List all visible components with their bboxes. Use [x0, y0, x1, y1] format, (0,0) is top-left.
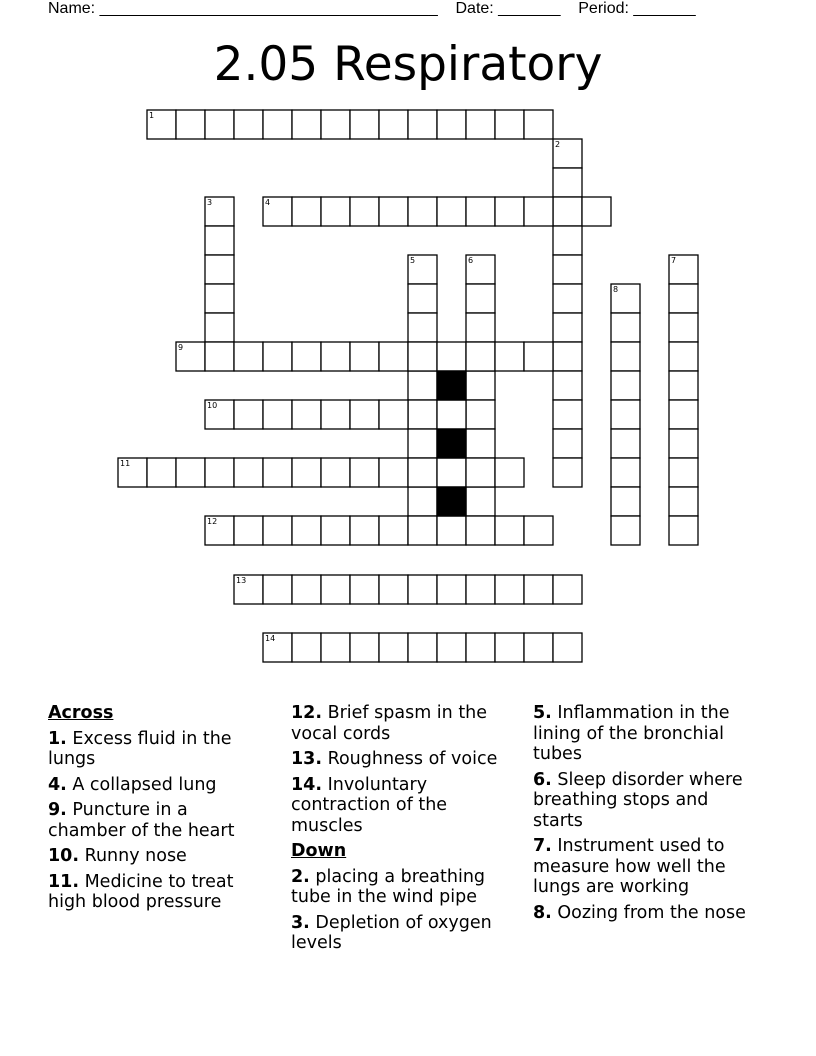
- clue-down-5: [533, 703, 759, 765]
- grid-cell[interactable]: [408, 575, 437, 604]
- clue-text: Depletion of oxygen levels: [291, 912, 492, 953]
- clue-text: Sleep disorder where breathing stops and starts: [533, 769, 743, 831]
- grid-cell[interactable]: [350, 342, 379, 371]
- down-heading: Down: [291, 841, 347, 861]
- grid-cell[interactable]: [553, 284, 582, 313]
- grid-cell[interactable]: [553, 575, 582, 604]
- grid-cell[interactable]: [379, 400, 408, 429]
- grid-cell[interactable]: [205, 255, 234, 284]
- grid-cell[interactable]: [437, 516, 466, 545]
- grid-number-4: 4: [265, 198, 271, 207]
- grid-number-13: 13: [236, 576, 247, 585]
- grid-cell[interactable]: [292, 197, 321, 226]
- clue-across-4: [48, 775, 270, 796]
- grid-cell[interactable]: [350, 197, 379, 226]
- grid-cell[interactable]: [321, 458, 350, 487]
- clue-across-9: [48, 800, 270, 841]
- clue-text: Brief spasm in the vocal cords: [291, 703, 488, 744]
- grid-cell[interactable]: [495, 575, 524, 604]
- grid-cell[interactable]: [437, 458, 466, 487]
- grid-cell[interactable]: [321, 575, 350, 604]
- grid-cell[interactable]: [524, 516, 553, 545]
- grid-cell[interactable]: [611, 400, 640, 429]
- clue-text: Oozing from the nose: [551, 902, 746, 923]
- grid-cell[interactable]: [669, 429, 698, 458]
- grid-cell[interactable]: [611, 516, 640, 545]
- grid-cell[interactable]: [379, 516, 408, 545]
- grid-cell[interactable]: [350, 516, 379, 545]
- grid-cell[interactable]: [611, 371, 640, 400]
- clue-number: 2.: [291, 866, 310, 887]
- grid-cell[interactable]: [234, 110, 263, 139]
- grid-cell[interactable]: [205, 110, 234, 139]
- grid-cell[interactable]: [379, 458, 408, 487]
- grid-cell[interactable]: [582, 197, 611, 226]
- grid-number-12: 12: [207, 517, 218, 526]
- grid-number-6: 6: [468, 256, 474, 265]
- grid-cell[interactable]: [408, 342, 437, 371]
- grid-cell[interactable]: [553, 255, 582, 284]
- grid-cell[interactable]: [669, 284, 698, 313]
- clue-number: 1.: [48, 728, 67, 749]
- grid-cell[interactable]: [437, 342, 466, 371]
- grid-cell[interactable]: [292, 575, 321, 604]
- grid-cell[interactable]: [292, 458, 321, 487]
- grid-number-1: 1: [149, 111, 155, 120]
- clue-number: 7.: [533, 836, 552, 856]
- grid-cell[interactable]: [466, 400, 495, 429]
- grid-cell[interactable]: [611, 313, 640, 342]
- grid-cell[interactable]: [553, 313, 582, 342]
- grid-cell[interactable]: [263, 342, 292, 371]
- grid-cell[interactable]: [350, 458, 379, 487]
- grid-cell[interactable]: [495, 342, 524, 371]
- grid-cell[interactable]: [263, 575, 292, 604]
- grid-cell[interactable]: [524, 633, 553, 662]
- clue-number: 6.: [533, 769, 552, 790]
- grid-number-5: 5: [410, 256, 416, 265]
- clue-text: Inflammation in the lining of the bronchial tubes: [533, 703, 730, 764]
- grid-cell[interactable]: [437, 575, 466, 604]
- grid-cell[interactable]: [263, 110, 292, 139]
- grid-cell[interactable]: [553, 342, 582, 371]
- grid-cell[interactable]: [524, 110, 553, 139]
- grid-cell[interactable]: [466, 197, 495, 226]
- grid-cell[interactable]: [350, 400, 379, 429]
- across-heading: Across: [48, 703, 114, 723]
- clue-down-7: [533, 836, 759, 898]
- grid-cell[interactable]: [263, 458, 292, 487]
- grid-cell[interactable]: [553, 400, 582, 429]
- page-title: 2.05 Respiratory: [213, 37, 603, 92]
- grid-cell[interactable]: [321, 516, 350, 545]
- grid-cell[interactable]: [234, 342, 263, 371]
- grid-cell[interactable]: [176, 458, 205, 487]
- grid-cell[interactable]: [611, 487, 640, 516]
- grid-cell[interactable]: [321, 400, 350, 429]
- name-date-period-line: Name: ______________________________________ Date: _______ Period: _______: [48, 0, 696, 17]
- grid-cell[interactable]: [466, 487, 495, 516]
- grid-cell[interactable]: [495, 197, 524, 226]
- grid-cell[interactable]: [524, 342, 553, 371]
- clue-text: Instrument used to measure how well the lungs are working: [533, 836, 726, 897]
- grid-cell[interactable]: [176, 110, 205, 139]
- grid-cell[interactable]: [292, 400, 321, 429]
- clue-down-2: [291, 867, 517, 908]
- grid-cell[interactable]: [408, 371, 437, 400]
- clue-number: 9.: [48, 800, 67, 820]
- clue-text: Excess fluid in the lungs: [48, 728, 232, 769]
- grid-number-14: 14: [265, 634, 276, 643]
- grid-cell[interactable]: [466, 110, 495, 139]
- clue-text: A collapsed lung: [66, 774, 217, 795]
- grid-cell[interactable]: [292, 633, 321, 662]
- grid-cell[interactable]: [321, 633, 350, 662]
- grid-cell[interactable]: [553, 429, 582, 458]
- grid-cell[interactable]: [669, 313, 698, 342]
- grid-cell[interactable]: [379, 110, 408, 139]
- grid-cell[interactable]: [408, 487, 437, 516]
- grid-cell[interactable]: [408, 516, 437, 545]
- clue-across-10: [48, 846, 270, 867]
- grid-cell[interactable]: [263, 400, 292, 429]
- grid-cell[interactable]: [321, 197, 350, 226]
- grid-cell[interactable]: [205, 313, 234, 342]
- grid-cell[interactable]: [379, 342, 408, 371]
- grid-cell[interactable]: [408, 284, 437, 313]
- grid-cell[interactable]: [379, 633, 408, 662]
- clue-text: Roughness of voice: [322, 749, 498, 769]
- grid-cell[interactable]: [408, 633, 437, 662]
- clue-down-8: [533, 903, 759, 924]
- clues-column-3: [533, 703, 759, 928]
- grid-cell[interactable]: [292, 342, 321, 371]
- grid-cell[interactable]: [466, 371, 495, 400]
- grid-cell[interactable]: [234, 516, 263, 545]
- clue-number: 8.: [533, 902, 552, 923]
- grid-cell[interactable]: [147, 458, 176, 487]
- grid-cell[interactable]: [437, 110, 466, 139]
- grid-cell[interactable]: [234, 458, 263, 487]
- clue-across-11: [48, 872, 270, 913]
- grid-cell[interactable]: [263, 516, 292, 545]
- grid-number-10: 10: [207, 401, 218, 410]
- grid-cell[interactable]: [205, 284, 234, 313]
- grid-cell[interactable]: [466, 429, 495, 458]
- clues-column-2: [291, 703, 517, 959]
- grid-cell[interactable]: [205, 342, 234, 371]
- grid-cell[interactable]: [437, 400, 466, 429]
- clue-text: Involuntary contraction of the muscles: [291, 774, 448, 836]
- grid-cell[interactable]: [437, 197, 466, 226]
- grid-cell[interactable]: [205, 226, 234, 255]
- grid-cell[interactable]: [495, 633, 524, 662]
- clue-across-14: [291, 775, 517, 837]
- grid-cell[interactable]: [379, 575, 408, 604]
- grid-cell[interactable]: [669, 342, 698, 371]
- grid-cell[interactable]: [466, 313, 495, 342]
- grid-cell[interactable]: [669, 371, 698, 400]
- grid-cell[interactable]: [553, 633, 582, 662]
- grid-cell[interactable]: [669, 516, 698, 545]
- grid-number-2: 2: [555, 140, 561, 149]
- clue-number: 11.: [48, 871, 80, 892]
- grid-number-8: 8: [613, 285, 619, 294]
- grid-cell[interactable]: [466, 458, 495, 487]
- grid-cell[interactable]: [408, 197, 437, 226]
- grid-cell[interactable]: [466, 633, 495, 662]
- clue-number: 12.: [291, 703, 323, 723]
- grid-cell[interactable]: [292, 110, 321, 139]
- grid-cell-black: [437, 487, 466, 516]
- grid-cell[interactable]: [553, 197, 582, 226]
- clue-down-3: [291, 913, 517, 954]
- grid-cell[interactable]: [205, 458, 234, 487]
- clue-text: Puncture in a chamber of the heart: [48, 800, 235, 841]
- grid-cell[interactable]: [611, 429, 640, 458]
- grid-cell[interactable]: [350, 110, 379, 139]
- grid-cell[interactable]: [669, 487, 698, 516]
- grid-cell[interactable]: [350, 575, 379, 604]
- clue-text: Medicine to treat high blood pressure: [48, 871, 234, 912]
- grid-cell[interactable]: [379, 197, 408, 226]
- grid-cell[interactable]: [408, 429, 437, 458]
- grid-cell[interactable]: [321, 342, 350, 371]
- clue-number: 10.: [48, 846, 80, 866]
- grid-cell[interactable]: [524, 197, 553, 226]
- clue-across-13: [291, 749, 517, 770]
- clue-number: 3.: [291, 912, 310, 933]
- clues-column-1: [48, 703, 270, 918]
- grid-cell[interactable]: [234, 400, 263, 429]
- grid-cell[interactable]: [524, 575, 553, 604]
- grid-number-3: 3: [207, 198, 213, 207]
- grid-cell[interactable]: [553, 168, 582, 197]
- grid-cell[interactable]: [611, 342, 640, 371]
- grid-cell[interactable]: [437, 633, 466, 662]
- grid-cell[interactable]: [669, 400, 698, 429]
- clue-number: 4.: [48, 774, 67, 795]
- grid-cell[interactable]: [466, 284, 495, 313]
- clue-text: Runny nose: [79, 846, 187, 866]
- grid-cell[interactable]: [292, 516, 321, 545]
- grid-cell[interactable]: [321, 110, 350, 139]
- grid-cell[interactable]: [495, 110, 524, 139]
- grid-number-11: 11: [120, 459, 131, 468]
- clue-number: 14.: [291, 774, 323, 795]
- grid-cell[interactable]: [553, 458, 582, 487]
- clue-across-12: [291, 703, 517, 744]
- grid-cell[interactable]: [408, 110, 437, 139]
- grid-cell[interactable]: [495, 516, 524, 545]
- grid-cell[interactable]: [350, 633, 379, 662]
- grid-cell[interactable]: [466, 342, 495, 371]
- clue-across-1: [48, 729, 270, 770]
- grid-number-7: 7: [671, 256, 677, 265]
- grid-cell[interactable]: [553, 371, 582, 400]
- grid-cell[interactable]: [495, 458, 524, 487]
- grid-cell[interactable]: [408, 313, 437, 342]
- grid-cell[interactable]: [466, 575, 495, 604]
- grid-cell-black: [437, 429, 466, 458]
- clue-number: 5.: [533, 703, 552, 723]
- grid-cell[interactable]: [408, 458, 437, 487]
- clue-number: 13.: [291, 749, 323, 769]
- grid-number-9: 9: [178, 343, 184, 352]
- grid-cell[interactable]: [466, 516, 495, 545]
- grid-cell[interactable]: [553, 226, 582, 255]
- grid-cell[interactable]: [611, 458, 640, 487]
- clue-text: placing a breathing tube in the wind pipe: [291, 866, 486, 907]
- clue-down-6: [533, 770, 759, 832]
- grid-cell-black: [437, 371, 466, 400]
- grid-cell[interactable]: [669, 458, 698, 487]
- grid-cell[interactable]: [408, 400, 437, 429]
